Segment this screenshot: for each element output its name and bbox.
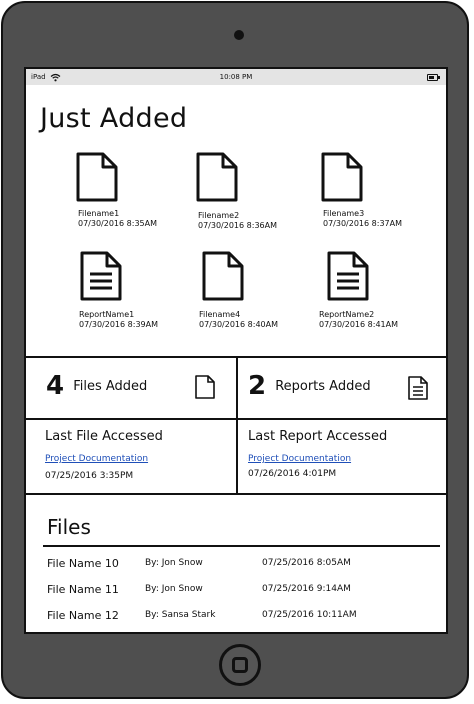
- file-author: By: Sansa Stark: [145, 610, 216, 620]
- file-icon: [75, 151, 119, 203]
- reports-added-stat[interactable]: [248, 371, 371, 401]
- file-name: File Name 10: [47, 557, 119, 570]
- file-icon: [194, 374, 216, 400]
- file-date: 07/25/2016 8:05AM: [262, 558, 351, 568]
- last-report-title: Last Report Accessed: [248, 429, 388, 444]
- last-file-title: Last File Accessed: [45, 429, 163, 444]
- tile-date: 07/30/2016 8:39AM: [79, 320, 158, 329]
- file-icon: [320, 151, 364, 203]
- tile-name: Filename2: [198, 211, 240, 220]
- last-file-link[interactable]: Project Documentation: [45, 454, 149, 464]
- home-button[interactable]: [219, 644, 261, 686]
- file-date: 07/25/2016 9:14AM: [262, 584, 351, 594]
- files-title: Files: [47, 515, 91, 539]
- last-report-link[interactable]: Project Documentation: [248, 454, 352, 464]
- table-row[interactable]: [47, 609, 437, 623]
- files-divider: [43, 545, 440, 547]
- file-icon: [195, 151, 239, 203]
- tile-name: ReportName2: [319, 310, 375, 319]
- file-author: By: Jon Snow: [145, 558, 203, 568]
- tile-date: 07/30/2016 8:41AM: [319, 320, 398, 329]
- tile-date: 07/30/2016 8:40AM: [199, 320, 278, 329]
- file-name: File Name 11: [47, 583, 119, 596]
- tile-date: 07/30/2016 8:37AM: [323, 219, 402, 228]
- file-name: File Name 12: [47, 609, 119, 622]
- just-added-item[interactable]: [323, 151, 443, 229]
- last-report-date: 07/26/2016 4:01PM: [248, 469, 337, 479]
- just-added-item[interactable]: [319, 250, 439, 330]
- report-icon: [326, 250, 370, 302]
- clock: 10:08 PM: [219, 73, 253, 81]
- divider: [26, 493, 446, 495]
- reports-added-count: 2: [248, 371, 267, 401]
- tile-name: Filename1: [78, 209, 120, 218]
- just-added-item[interactable]: [199, 250, 319, 330]
- tile-name: Filename3: [323, 209, 365, 218]
- just-added-item[interactable]: [198, 151, 318, 231]
- tile-date: 07/30/2016 8:36AM: [198, 221, 277, 230]
- just-added-title: Just Added: [40, 103, 188, 134]
- report-icon: [79, 250, 123, 302]
- file-author: By: Jon Snow: [145, 584, 203, 594]
- device-label: iPad: [31, 73, 46, 81]
- files-added-label: Files Added: [73, 378, 148, 394]
- status-bar: [26, 69, 446, 85]
- files-added-stat[interactable]: [46, 371, 147, 401]
- just-added-item[interactable]: [78, 151, 198, 229]
- screen: [24, 67, 448, 634]
- tile-date: 07/30/2016 8:35AM: [78, 219, 157, 228]
- home-square-icon: [232, 657, 248, 673]
- last-file-date: 07/25/2016 3:35PM: [45, 471, 134, 481]
- just-added-item[interactable]: [79, 250, 199, 330]
- table-row[interactable]: [47, 583, 437, 597]
- camera-dot: [234, 30, 244, 40]
- file-date: 07/25/2016 10:11AM: [262, 610, 357, 620]
- divider: [236, 358, 238, 493]
- file-icon: [201, 250, 245, 302]
- reports-added-label: Reports Added: [275, 378, 371, 394]
- battery-icon: [427, 74, 438, 81]
- report-icon: [407, 375, 429, 401]
- tile-name: Filename4: [199, 310, 241, 319]
- table-row[interactable]: [47, 557, 437, 571]
- files-added-count: 4: [46, 371, 65, 401]
- tile-name: ReportName1: [79, 310, 135, 319]
